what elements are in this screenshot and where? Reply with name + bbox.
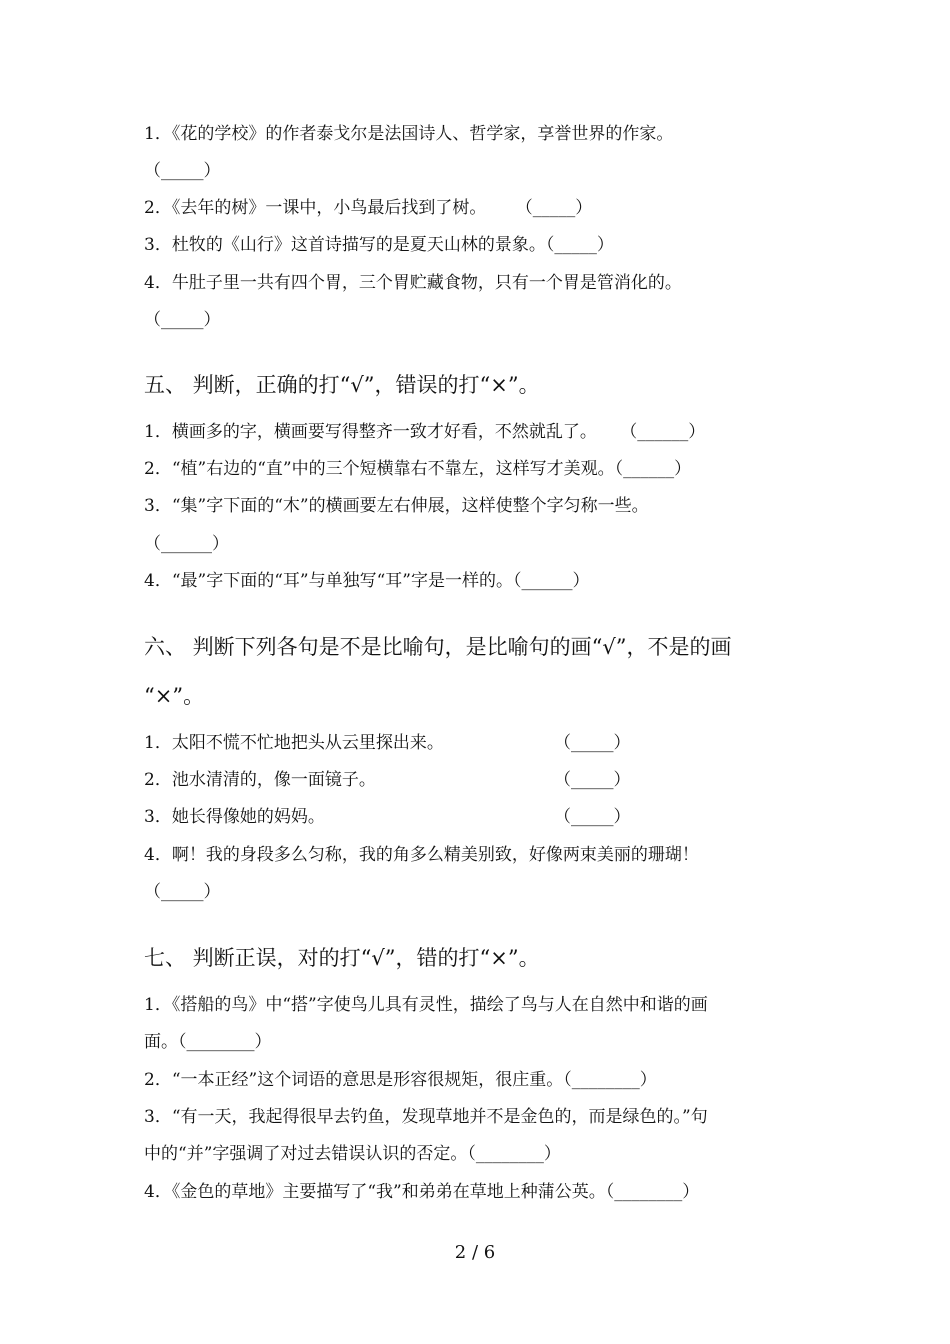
s4-item-2-blank[interactable]: （_____） [515,198,593,218]
s5-item-1 [144,421,705,443]
s6-item-1 [144,732,631,754]
section-5-title: 五、 判断，正确的打“√”，错误的打“×”。 [144,373,540,397]
s4-item-1: 1．《花的学校》的作者泰戈尔是法国诗人、哲学家，享誉世界的作家。 [144,124,674,144]
page-number: 2 / 6 [454,1242,496,1263]
s6-item-3-blank[interactable]: （_____） [554,807,631,827]
s6-item-2 [144,769,631,791]
s6-item-2-text: 2．池水清清的，像一面镜子。 [144,770,376,790]
s7-item-3-cont[interactable]: 中的“并”字强调了对过去错误认识的否定。（________） [144,1144,561,1164]
section-6-title: 六、 判断下列各句是不是比喻句，是比喻句的画“√”，不是的画 [144,635,732,659]
s4-item-4-blank[interactable]: （_____） [144,310,221,330]
s6-item-4-blank[interactable]: （_____） [144,882,221,902]
s5-item-1-blank[interactable]: （______） [620,422,706,442]
s7-item-1-cont[interactable]: 面。（________） [144,1032,272,1052]
s5-item-4[interactable]: 4．“最”字下面的“耳”与单独写“耳”字是一样的。（______） [144,571,590,591]
section-7-title: 七、 判断正误，对的打“√”，错的打“×”。 [144,946,540,970]
s5-item-3: 3．“集”字下面的“木”的横画要左右伸展，这样使整个字匀称一些。 [144,496,649,516]
s5-item-2[interactable]: 2．“植”右边的“直”中的三个短横靠右不靠左，这样写才美观。（______） [144,459,692,479]
s4-item-4: 4．牛肚子里一共有四个胃，三个胃贮藏食物，只有一个胃是管消化的。 [144,273,682,293]
s6-item-2-blank[interactable]: （_____） [554,770,631,790]
s6-item-3 [144,806,631,828]
s5-item-3-blank[interactable]: （______） [144,534,229,554]
s7-item-1: 1．《搭船的鸟》中“搭”字使鸟儿具有灵性，描绘了鸟与人在自然中和谐的画 [144,995,708,1015]
s7-item-2[interactable]: 2．“一本正经”这个词语的意思是形容很规矩，很庄重。（________） [144,1070,657,1090]
s6-item-1-blank[interactable]: （_____） [554,733,631,753]
s4-item-2-text: 2．《去年的树》一课中，小鸟最后找到了树。 [144,198,487,218]
s5-item-1-text: 1．横画多的字，横画要写得整齐一致才好看，不然就乱了。 [144,422,597,442]
s6-item-3-text: 3．她长得像她的妈妈。 [144,807,325,827]
s4-item-2 [144,197,592,219]
s6-item-1-text: 1．太阳不慌不忙地把头从云里探出来。 [144,733,444,753]
s4-item-3[interactable]: 3．杜牧的《山行》这首诗描写的是夏天山林的景象。（_____） [144,235,614,255]
s7-item-3: 3．“有一天，我起得很早去钓鱼，发现草地并不是金色的，而是绿色的。”句 [144,1107,708,1127]
s7-item-4[interactable]: 4．《金色的草地》主要描写了“我”和弟弟在草地上种蒲公英。（________） [144,1182,700,1202]
s6-item-4: 4．啊！我的身段多么匀称，我的角多么精美别致，好像两束美丽的珊瑚！ [144,845,699,865]
section-6-title-cont: “×”。 [144,684,205,708]
s4-item-1-blank[interactable]: （_____） [144,161,221,181]
